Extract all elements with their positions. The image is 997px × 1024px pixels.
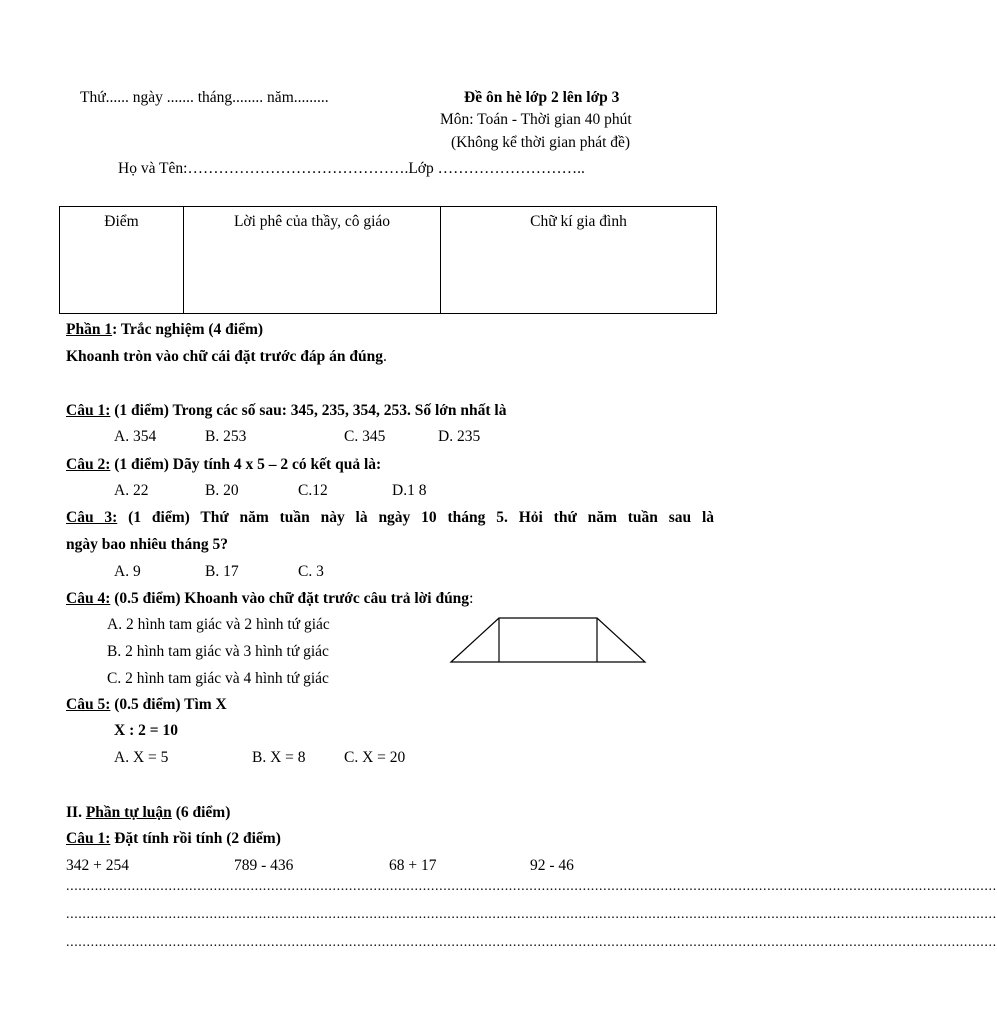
question-3 xyxy=(66,508,714,528)
exam-title: Đề ôn hè lớp 2 lên lớp 3 xyxy=(464,89,620,106)
time-note: (Không kể thời gian phát đề) xyxy=(451,134,631,151)
date-line: Thứ...... ngày ....... tháng........ năm......... xyxy=(80,89,329,106)
subject-line: Môn: Toán - Thời gian 40 phút xyxy=(440,111,632,128)
question-2-label: Câu 2: xyxy=(66,456,111,473)
calc-4: 92 - 46 xyxy=(530,857,574,874)
part1-heading-label: Phần 1 xyxy=(66,321,113,338)
part2-prefix: II. xyxy=(66,804,86,821)
question-1-text: (1 điểm) Trong các số sau: 345, 235, 354, 253. Số lớn nhất là xyxy=(110,402,507,419)
question-5-label: Câu 5: xyxy=(66,696,111,713)
question-3-text: (1 điểm) Thứ năm tuần này là ngày 10 tháng 5. Hỏi thứ năm tuần sau là xyxy=(117,509,714,526)
part2-question-1 xyxy=(66,829,281,849)
question-3-label: Câu 3: xyxy=(66,509,118,526)
question-2 xyxy=(66,455,381,475)
question-1 xyxy=(66,401,506,421)
q3-option-c[interactable]: C. 3 xyxy=(298,563,324,580)
trapezoid-figure xyxy=(448,614,650,666)
family-signature-cell[interactable] xyxy=(441,207,717,314)
question-4 xyxy=(66,589,473,609)
part2-heading xyxy=(66,803,230,823)
q1-option-d[interactable]: D. 235 xyxy=(438,428,481,445)
question-5 xyxy=(66,695,227,715)
q3-option-a[interactable]: A. 9 xyxy=(114,563,141,580)
q2-option-a[interactable]: A. 22 xyxy=(114,482,149,499)
calc-1: 342 + 254 xyxy=(66,857,129,874)
question-4-colon: : xyxy=(469,590,474,607)
instruction-end: . xyxy=(383,348,387,365)
q5-option-b[interactable]: B. X = 8 xyxy=(252,749,306,766)
part2-question-1-text: Đặt tính rồi tính (2 điểm) xyxy=(110,830,281,847)
part1-heading xyxy=(66,320,263,340)
grade-table xyxy=(59,206,717,314)
calc-2: 789 - 436 xyxy=(234,857,294,874)
q1-option-b[interactable]: B. 253 xyxy=(205,428,247,445)
teacher-comment-cell[interactable] xyxy=(184,207,441,314)
score-cell[interactable] xyxy=(60,207,184,314)
answer-line-1[interactable]: ................................................................................................................................................................................................................................... xyxy=(66,879,997,894)
question-4-label: Câu 4: xyxy=(66,590,111,607)
family-signature-header: Chữ kí gia đình xyxy=(530,213,627,230)
answer-line-3[interactable]: ................................................................................................................................................................................................................................... xyxy=(66,935,997,950)
q5-option-a[interactable]: A. X = 5 xyxy=(114,749,169,766)
score-header: Điểm xyxy=(104,213,139,230)
instruction-text: Khoanh tròn vào chữ cái đặt trước đáp án đúng xyxy=(66,348,384,365)
answer-line-2[interactable]: ................................................................................................................................................................................................................................... xyxy=(66,907,997,922)
q3-option-b[interactable]: B. 17 xyxy=(205,563,239,580)
part2-question-1-label: Câu 1: xyxy=(66,830,111,847)
q1-option-c[interactable]: C. 345 xyxy=(344,428,386,445)
name-class-line: Họ và Tên:…………………………………….Lớp ……………………….. xyxy=(118,160,585,177)
q4-option-a[interactable]: A. 2 hình tam giác và 2 hình tứ giác xyxy=(107,616,330,633)
question-1-label: Câu 1: xyxy=(66,402,111,419)
q1-option-a[interactable]: A. 354 xyxy=(114,428,157,445)
part1-instruction xyxy=(66,347,387,367)
question-3-line2: ngày bao nhiêu tháng 5? xyxy=(66,536,228,553)
part1-heading-rest: : Trắc nghiệm (4 điểm) xyxy=(112,321,264,338)
q5-equation: X : 2 = 10 xyxy=(114,722,178,739)
q2-option-c[interactable]: C.12 xyxy=(298,482,328,499)
calc-3: 68 + 17 xyxy=(389,857,437,874)
q5-option-c[interactable]: C. X = 20 xyxy=(344,749,406,766)
q4-option-c[interactable]: C. 2 hình tam giác và 4 hình tứ giác xyxy=(107,670,329,687)
teacher-comment-header: Lời phê của thầy, cô giáo xyxy=(233,213,391,230)
part2-heading-label: Phần tự luận xyxy=(85,804,172,821)
part2-heading-rest: (6 điểm) xyxy=(171,804,231,821)
q2-option-d[interactable]: D.1 8 xyxy=(392,482,427,499)
question-5-text: (0.5 điểm) Tìm X xyxy=(110,696,227,713)
question-2-text: (1 điểm) Dãy tính 4 x 5 – 2 có kết quả là: xyxy=(110,456,382,473)
q4-option-b[interactable]: B. 2 hình tam giác và 3 hình tứ giác xyxy=(107,643,329,660)
q2-option-b[interactable]: B. 20 xyxy=(205,482,239,499)
question-4-text: (0.5 điểm) Khoanh vào chữ đặt trước câu trả lời đúng xyxy=(110,590,470,607)
